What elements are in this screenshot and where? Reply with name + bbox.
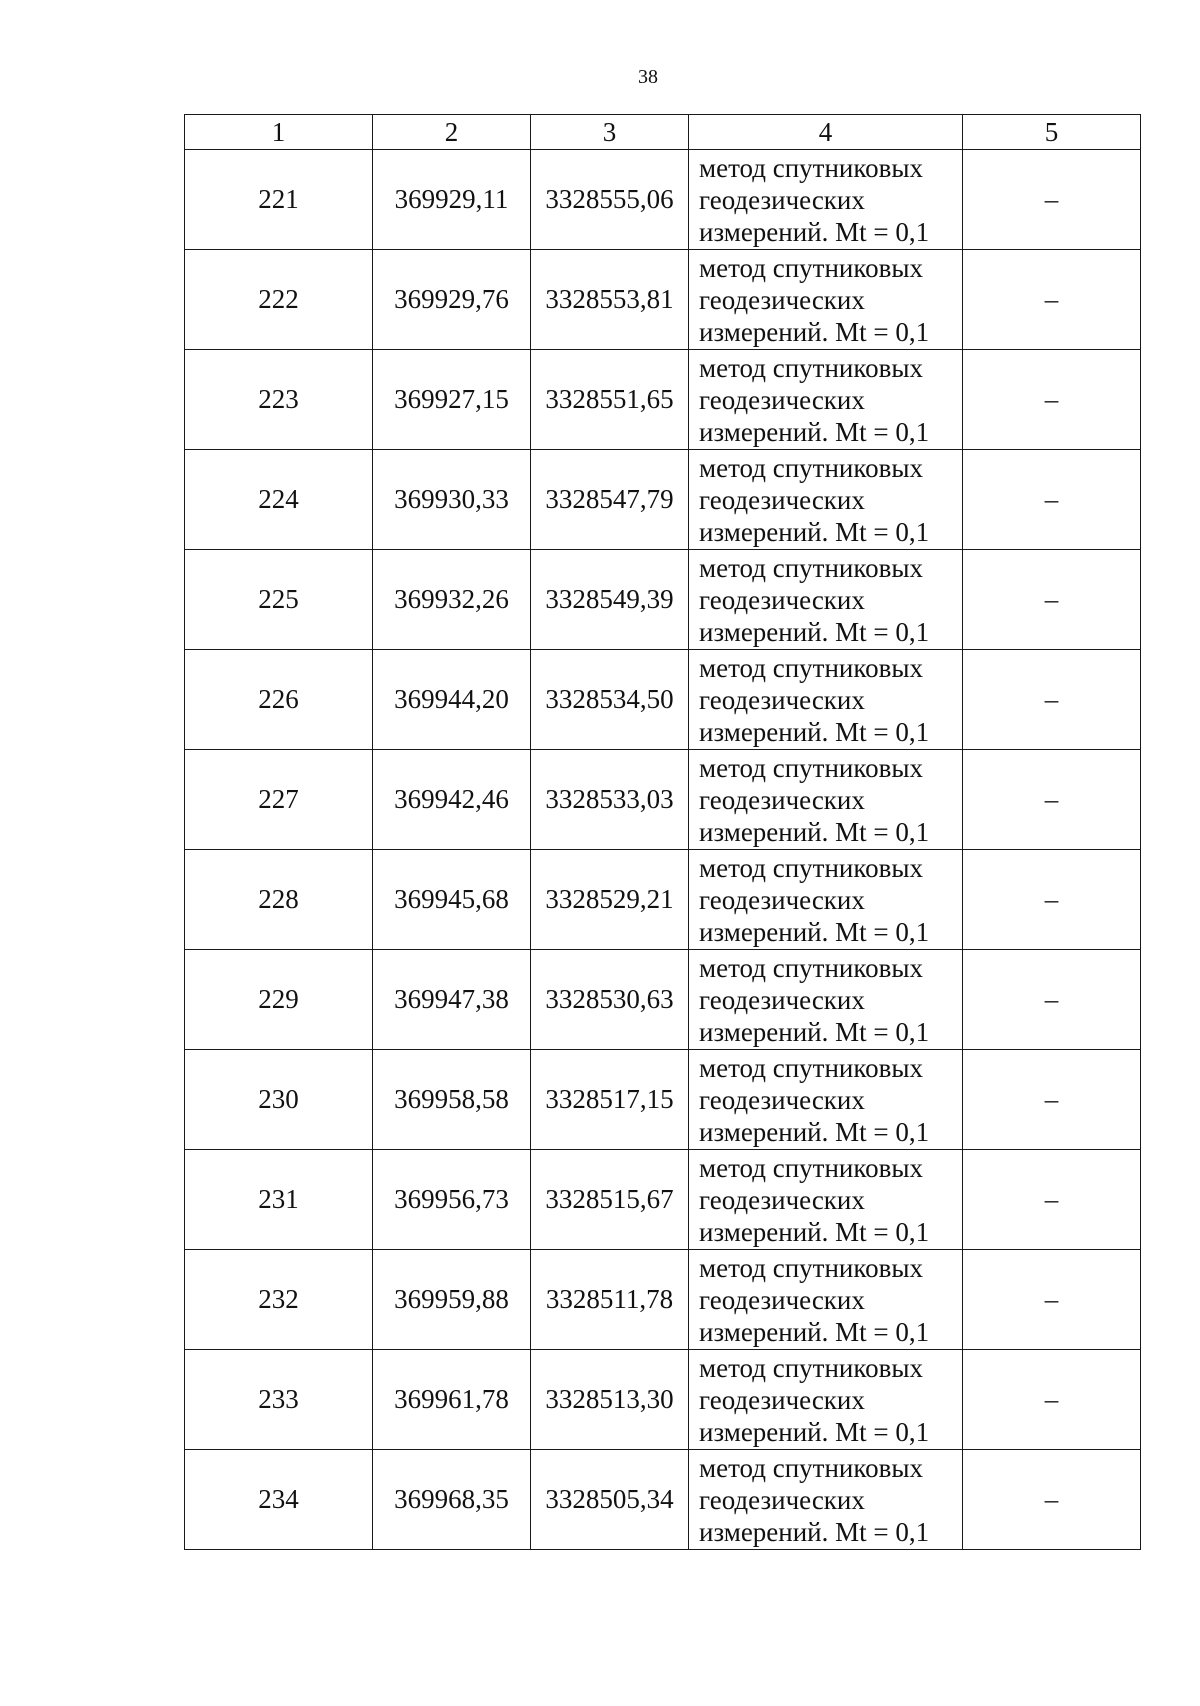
point-number: 232: [185, 1250, 373, 1350]
method-cell: [689, 550, 963, 650]
coord-x: 369961,78: [373, 1350, 531, 1450]
point-number: 221: [185, 150, 373, 250]
point-number: 233: [185, 1350, 373, 1450]
method-line-2: геодезических: [699, 584, 865, 615]
coord-x: 369944,20: [373, 650, 531, 750]
coord-x: 369956,73: [373, 1150, 531, 1250]
method-line-1: метод спутниковых: [699, 1252, 923, 1283]
point-number: 229: [185, 950, 373, 1050]
coord-y: 3328551,65: [531, 350, 689, 450]
coord-y: 3328533,03: [531, 750, 689, 850]
coord-y: 3328547,79: [531, 450, 689, 550]
method-line-2: геодезических: [699, 384, 865, 415]
coord-x: 369968,35: [373, 1450, 531, 1550]
method-line-3: измерений. Mt = 0,1: [699, 916, 930, 947]
coord-y: 3328549,39: [531, 550, 689, 650]
method-line-1: метод спутниковых: [699, 852, 923, 883]
table-header-row: [185, 115, 1141, 150]
method-line-2: геодезических: [699, 284, 865, 315]
column-header-1: 1: [185, 115, 373, 150]
method-line-3: измерений. Mt = 0,1: [699, 816, 930, 847]
method-line-3: измерений. Mt = 0,1: [699, 716, 930, 747]
table-row: [185, 1450, 1141, 1550]
coord-y: 3328530,63: [531, 950, 689, 1050]
method-line-2: геодезических: [699, 484, 865, 515]
point-number: 222: [185, 250, 373, 350]
table-row: [185, 1250, 1141, 1350]
method-line-2: геодезических: [699, 984, 865, 1015]
method-cell: [689, 650, 963, 750]
method-line-3: измерений. Mt = 0,1: [699, 1316, 930, 1347]
coord-y: 3328513,30: [531, 1350, 689, 1450]
table-row: [185, 1150, 1141, 1250]
method-cell: [689, 1250, 963, 1350]
point-number: 225: [185, 550, 373, 650]
method-line-3: измерений. Mt = 0,1: [699, 1016, 930, 1047]
table-row: [185, 950, 1141, 1050]
point-number: 227: [185, 750, 373, 850]
page-number: 38: [638, 66, 658, 88]
note-cell: –: [963, 250, 1141, 350]
note-cell: –: [963, 550, 1141, 650]
table-row: [185, 750, 1141, 850]
method-line-2: геодезических: [699, 684, 865, 715]
point-number: 230: [185, 1050, 373, 1150]
method-line-1: метод спутниковых: [699, 552, 923, 583]
method-line-2: геодезических: [699, 184, 865, 215]
table-row: [185, 250, 1141, 350]
note-cell: –: [963, 850, 1141, 950]
method-cell: [689, 750, 963, 850]
coord-y: 3328515,67: [531, 1150, 689, 1250]
method-line-3: измерений. Mt = 0,1: [699, 1116, 930, 1147]
note-cell: –: [963, 950, 1141, 1050]
table-row: [185, 1350, 1141, 1450]
method-line-3: измерений. Mt = 0,1: [699, 316, 930, 347]
method-cell: [689, 350, 963, 450]
point-number: 231: [185, 1150, 373, 1250]
note-cell: –: [963, 350, 1141, 450]
method-cell: [689, 1150, 963, 1250]
table-row: [185, 150, 1141, 250]
method-line-2: геодезических: [699, 1284, 865, 1315]
method-line-1: метод спутниковых: [699, 952, 923, 983]
note-cell: –: [963, 750, 1141, 850]
point-number: 224: [185, 450, 373, 550]
method-cell: [689, 1050, 963, 1150]
method-line-3: измерений. Mt = 0,1: [699, 1216, 930, 1247]
method-line-3: измерений. Mt = 0,1: [699, 416, 930, 447]
method-line-3: измерений. Mt = 0,1: [699, 516, 930, 547]
coord-x: 369930,33: [373, 450, 531, 550]
method-line-2: геодезических: [699, 884, 865, 915]
coord-x: 369942,46: [373, 750, 531, 850]
table-row: [185, 450, 1141, 550]
method-line-2: геодезических: [699, 1384, 865, 1415]
method-line-2: геодезических: [699, 784, 865, 815]
note-cell: –: [963, 1250, 1141, 1350]
point-number: 226: [185, 650, 373, 750]
column-header-2: 2: [373, 115, 531, 150]
method-cell: [689, 950, 963, 1050]
coord-y: 3328529,21: [531, 850, 689, 950]
note-cell: –: [963, 150, 1141, 250]
table-row: [185, 850, 1141, 950]
method-cell: [689, 250, 963, 350]
method-line-2: геодезических: [699, 1084, 865, 1115]
coord-x: 369932,26: [373, 550, 531, 650]
coord-x: 369927,15: [373, 350, 531, 450]
method-cell: [689, 850, 963, 950]
method-cell: [689, 1450, 963, 1550]
coord-x: 369959,88: [373, 1250, 531, 1350]
table-row: [185, 350, 1141, 450]
note-cell: –: [963, 450, 1141, 550]
coord-x: 369929,11: [373, 150, 531, 250]
coord-x: 369947,38: [373, 950, 531, 1050]
method-line-1: метод спутниковых: [699, 752, 923, 783]
coordinates-table: [184, 114, 1141, 1550]
method-line-1: метод спутниковых: [699, 252, 923, 283]
note-cell: –: [963, 1050, 1141, 1150]
method-line-1: метод спутниковых: [699, 352, 923, 383]
point-number: 228: [185, 850, 373, 950]
method-cell: [689, 150, 963, 250]
coord-x: 369929,76: [373, 250, 531, 350]
note-cell: –: [963, 1450, 1141, 1550]
column-header-5: 5: [963, 115, 1141, 150]
method-line-3: измерений. Mt = 0,1: [699, 1416, 930, 1447]
point-number: 223: [185, 350, 373, 450]
note-cell: –: [963, 650, 1141, 750]
coord-y: 3328555,06: [531, 150, 689, 250]
method-line-1: метод спутниковых: [699, 1352, 923, 1383]
method-line-1: метод спутниковых: [699, 452, 923, 483]
method-line-2: геодезических: [699, 1484, 865, 1515]
table-row: [185, 1050, 1141, 1150]
table-row: [185, 650, 1141, 750]
method-line-1: метод спутниковых: [699, 1052, 923, 1083]
note-cell: –: [963, 1350, 1141, 1450]
method-cell: [689, 450, 963, 550]
column-header-4: 4: [689, 115, 963, 150]
coord-y: 3328517,15: [531, 1050, 689, 1150]
method-line-2: геодезических: [699, 1184, 865, 1215]
table-row: [185, 550, 1141, 650]
method-line-3: измерений. Mt = 0,1: [699, 616, 930, 647]
coord-y: 3328534,50: [531, 650, 689, 750]
method-line-3: измерений. Mt = 0,1: [699, 216, 930, 247]
column-header-3: 3: [531, 115, 689, 150]
coord-y: 3328511,78: [531, 1250, 689, 1350]
method-line-3: измерений. Mt = 0,1: [699, 1516, 930, 1547]
table-body: [185, 150, 1141, 1550]
coord-y: 3328553,81: [531, 250, 689, 350]
point-number: 234: [185, 1450, 373, 1550]
coord-x: 369958,58: [373, 1050, 531, 1150]
method-line-1: метод спутниковых: [699, 1152, 923, 1183]
note-cell: –: [963, 1150, 1141, 1250]
method-line-1: метод спутниковых: [699, 152, 923, 183]
method-line-1: метод спутниковых: [699, 1452, 923, 1483]
method-cell: [689, 1350, 963, 1450]
coord-x: 369945,68: [373, 850, 531, 950]
method-line-1: метод спутниковых: [699, 652, 923, 683]
coord-y: 3328505,34: [531, 1450, 689, 1550]
